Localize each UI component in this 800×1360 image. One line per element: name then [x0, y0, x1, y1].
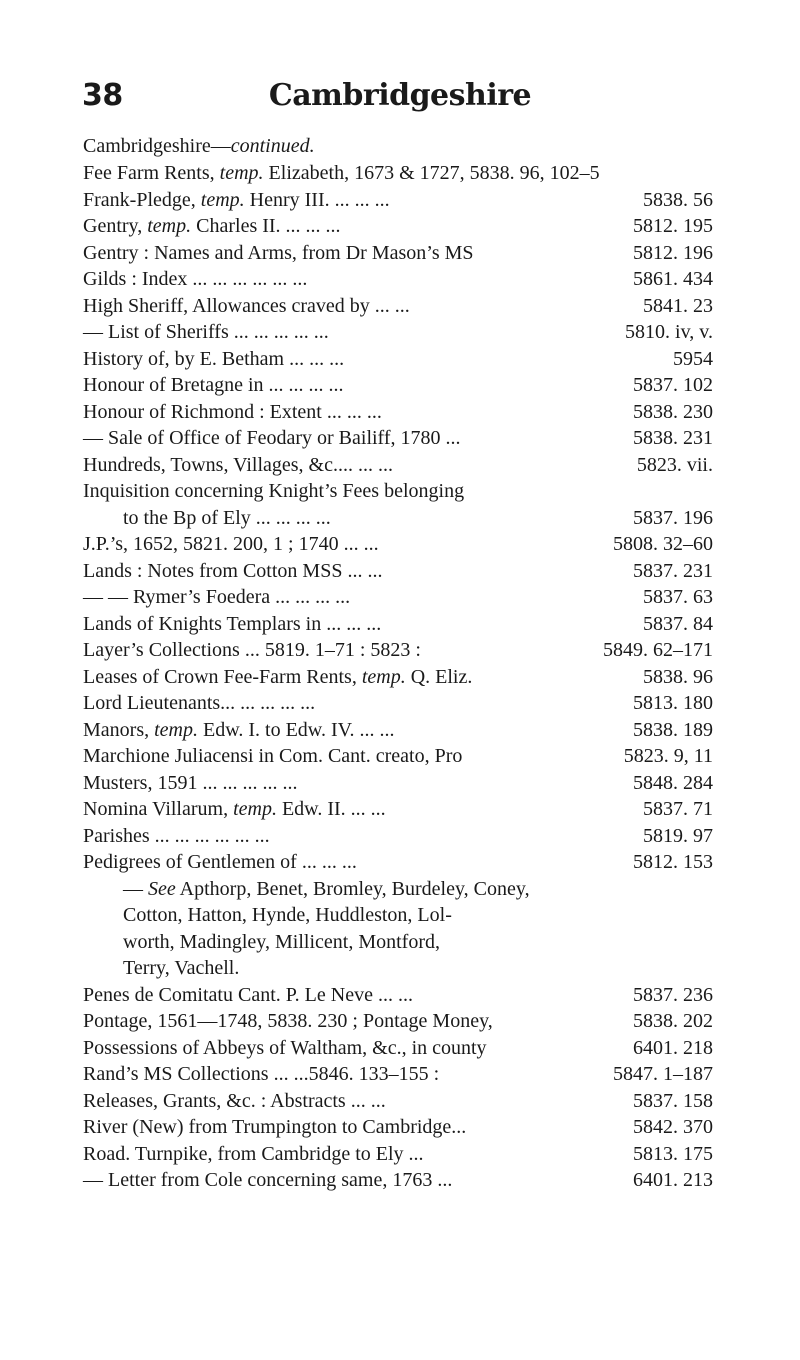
entry-text-post: Charles II. ... ... ... [191, 215, 341, 237]
index-entry [83, 1114, 713, 1141]
index-entry [83, 399, 713, 426]
entry-reference: 5808. 32–60 [613, 533, 713, 555]
entry-reference: 5838. 231 [633, 427, 713, 449]
entry-reference: 5837. 236 [633, 983, 713, 1006]
entry-text [83, 480, 464, 502]
entry-text [83, 1169, 452, 1191]
entry-text-pre: Manors, [83, 718, 155, 741]
entry-text-pre: Pedigrees of Gentlemen of ... ... ... [83, 851, 357, 873]
entry-text [83, 613, 381, 635]
entry-text [83, 851, 357, 873]
entry-text-italic: temp. [361, 665, 406, 688]
entry-text-pre: Lord Lieutenants... ... ... ... ... [83, 692, 316, 714]
entry-text [83, 268, 307, 290]
entry-text [83, 374, 344, 396]
index-entry [83, 664, 713, 691]
entry-text [83, 321, 329, 343]
entry-text-post: Elizabeth, 1673 & 1727, 5838. 96, 102–5 [263, 162, 600, 184]
entry-reference: 5838. 96 [643, 665, 713, 688]
entry-text-italic: temp. [147, 215, 192, 237]
entry-text [83, 639, 421, 661]
entry-text-italic: temp. [154, 718, 198, 741]
index-entry [83, 372, 713, 399]
entry-text [83, 586, 350, 608]
index-entry [83, 558, 713, 585]
entry-text-pre: Musters, 1591 ... ... ... ... ... [83, 771, 298, 794]
entry-text [83, 560, 382, 582]
entry-reference: 5838. 230 [633, 400, 713, 423]
entry-reference: 5847. 1–187 [613, 1063, 713, 1085]
entry-text-pre: Possessions of Abbeys of Waltham, &c., in county [83, 1036, 487, 1059]
entry-text [83, 162, 600, 184]
entry-text-post: Q. Eliz. [405, 665, 473, 688]
entry-text-italic: temp. [233, 798, 277, 820]
entry-reference: 5848. 284 [633, 771, 713, 794]
entry-text [83, 1063, 439, 1085]
index-entry [83, 1141, 713, 1168]
section-heading-text: Cambridgeshire— [83, 135, 231, 157]
entry-text [83, 666, 472, 688]
entry-text [123, 904, 452, 926]
entry-text-pre: High Sheriff, Allowances craved by ... ... [83, 294, 410, 317]
entry-reference: 6401. 218 [633, 1036, 713, 1059]
entry-text-pre: — [123, 877, 148, 900]
entry-reference: 5837. 71 [643, 798, 713, 820]
index-entry [83, 929, 713, 956]
entry-text [123, 957, 239, 979]
entry-reference: 5837. 231 [633, 559, 713, 582]
entry-reference: 5812. 196 [633, 241, 713, 264]
page-number: 38 [82, 78, 123, 113]
index-entry [83, 425, 713, 452]
entry-text [83, 1037, 487, 1059]
entry-reference: 5842. 370 [633, 1116, 713, 1138]
entry-text-pre: Honour of Bretagne in ... ... ... ... [83, 374, 344, 396]
index-entry [83, 717, 713, 744]
entry-reference: 6401. 213 [633, 1169, 713, 1191]
entry-text-pre: Fee Farm Rents, [83, 162, 220, 184]
entry-text-pre: Road. Turnpike, from Cambridge to Ely ... [83, 1142, 424, 1165]
entry-reference: 5838. 202 [633, 1010, 713, 1032]
running-title: Cambridgeshire [268, 78, 532, 113]
index-entry [83, 213, 713, 240]
entry-text-pre: Nomina Villarum, [83, 798, 234, 820]
index-entry [83, 240, 713, 267]
entry-reference: 5838. 189 [633, 718, 713, 741]
entry-text-pre: J.P.’s, 1652, 5821. 200, 1 ; 1740 ... ... [83, 533, 379, 555]
entry-reference: 5819. 97 [643, 824, 713, 847]
index-entry [83, 849, 713, 876]
index-entry [83, 1061, 713, 1088]
entry-text-pre: Lands of Knights Templars in ... ... ... [83, 612, 382, 635]
entry-text [83, 984, 413, 1006]
entry-text [123, 878, 530, 900]
index-entry [83, 770, 713, 797]
entry-reference: 5861. 434 [633, 268, 713, 290]
entry-text-italic: See [148, 877, 176, 900]
entry-text [83, 427, 461, 449]
entry-text-pre: Frank-Pledge, [83, 188, 201, 211]
entry-text-pre: Releases, Grants, &c. : Abstracts ... ... [83, 1089, 386, 1112]
index-entry [83, 876, 713, 903]
entry-text-pre: Lands : Notes from Cotton MSS ... ... [83, 559, 383, 582]
entry-text [83, 798, 386, 820]
entry-reference: 5812. 153 [633, 851, 713, 873]
entry-text-pre: Rand’s MS Collections ... ...5846. 133–155 : [83, 1063, 440, 1085]
entry-reference: 5823. 9, 11 [623, 745, 713, 767]
entry-text-pre: worth, Madingley, Millicent, Montford, [123, 930, 440, 953]
entry-text-pre: Penes de Comitatu Cant. P. Le Neve ... ... [83, 983, 413, 1006]
entry-text-italic: temp. [200, 188, 245, 211]
index-entry [83, 293, 713, 320]
index-entry [83, 266, 713, 293]
index-entry [83, 319, 713, 346]
entry-text-pre: Leases of Crown Fee-Farm Rents, [83, 665, 362, 688]
index-entry [83, 1035, 713, 1062]
entry-text-pre: Gentry : Names and Arms, from Dr Mason’s MS [83, 241, 474, 264]
index-entry [83, 823, 713, 850]
index-entry [83, 955, 713, 982]
entry-text-pre: Gentry, [83, 215, 148, 237]
index-entries [83, 160, 713, 1194]
index-entry [83, 346, 713, 373]
entry-reference: 5841. 23 [643, 294, 713, 317]
entry-text-post: Edw. I. to Edw. IV. ... ... [198, 718, 395, 741]
index-entry [83, 1008, 713, 1035]
entry-text-post: Edw. II. ... ... [276, 798, 386, 820]
index-entry [83, 584, 713, 611]
entry-text-pre: — Sale of Office of Feodary or Bailiff, 1780 ... [83, 427, 461, 449]
entry-text [83, 295, 410, 317]
index-entry [83, 637, 713, 664]
entry-text-pre: Inquisition concerning Knight’s Fees belonging [83, 480, 465, 502]
entry-text-post: Apthorp, Benet, Bromley, Burdeley, Coney, [175, 877, 530, 900]
entry-text [83, 215, 341, 237]
index-entry [83, 902, 713, 929]
entry-text-pre: River (New) from Trumpington to Cambridge... [83, 1116, 467, 1138]
entry-text [83, 1090, 386, 1112]
entry-text-pre: Honour of Richmond : Extent ... ... ... [83, 400, 382, 423]
index-entry [83, 187, 713, 214]
index-entry [83, 743, 713, 770]
entry-text [83, 348, 344, 370]
index-entry [83, 452, 713, 479]
entry-text-post: Henry III. ... ... ... [244, 188, 390, 211]
entry-text-pre: Layer’s Collections ... 5819. 1–71 : 5823 : [83, 639, 421, 661]
index-entry [83, 611, 713, 638]
entry-text [83, 692, 315, 714]
entry-text-pre: to the Bp of Ely ... ... ... ... [123, 506, 331, 529]
entry-text [83, 1143, 424, 1165]
entry-reference: 5837. 102 [633, 374, 713, 396]
entry-reference: 5838. 56 [643, 188, 713, 211]
index-entry [83, 690, 713, 717]
entry-text-pre: Marchione Juliacensi in Com. Cant. creato, Pro [83, 745, 463, 767]
entry-text-pre: Pontage, 1561—1748, 5838. 230 ; Pontage Money, [83, 1010, 493, 1032]
entry-reference: 5849. 62–171 [603, 639, 713, 661]
entry-text [123, 931, 440, 953]
entry-text-pre: — List of Sheriffs ... ... ... ... ... [83, 321, 329, 343]
entry-text-pre: — — Rymer’s Foedera ... ... ... ... [83, 586, 351, 608]
entry-text [83, 401, 382, 423]
entry-text [83, 242, 474, 264]
entry-text-pre: Cotton, Hatton, Hynde, Huddleston, Lol- [123, 904, 452, 926]
entry-text [83, 825, 270, 847]
entry-text [83, 1010, 493, 1032]
index-entry [83, 505, 713, 532]
entry-reference: 5837. 158 [633, 1089, 713, 1112]
index-entry [83, 1167, 713, 1194]
entry-text-pre: History of, by E. Betham ... ... ... [83, 347, 345, 370]
entry-text-pre: Gilds : Index ... ... ... ... ... ... [83, 268, 308, 290]
entry-text-pre: Terry, Vachell. [123, 957, 240, 979]
page-header [0, 78, 800, 128]
index-entry [83, 796, 713, 823]
entry-text-pre: — Letter from Cole concerning same, 1763 ... [83, 1169, 453, 1191]
section-heading-suffix: continued. [230, 135, 315, 157]
entry-text-pre: Hundreds, Towns, Villages, &c.... ... ... [83, 453, 393, 476]
index-entry [83, 531, 713, 558]
index-entry [83, 1088, 713, 1115]
section-heading [83, 133, 315, 159]
entry-text [83, 719, 394, 741]
entry-text [83, 745, 462, 767]
entry-reference: 5837. 196 [633, 506, 713, 529]
entry-text [83, 189, 390, 211]
entry-text [83, 1116, 466, 1138]
entry-text-pre: Parishes ... ... ... ... ... ... [83, 824, 270, 847]
index-entry [83, 160, 713, 187]
entry-text [83, 772, 297, 794]
entry-text [83, 454, 393, 476]
entry-reference: 5812. 195 [633, 215, 713, 237]
entry-text [83, 533, 379, 555]
entry-reference: 5954 [673, 347, 713, 370]
entry-reference: 5813. 180 [633, 692, 713, 714]
entry-reference: 5810. iv, v. [625, 321, 713, 343]
index-entry [83, 478, 713, 505]
entry-reference: 5837. 84 [643, 612, 713, 635]
index-entry [83, 982, 713, 1009]
entry-reference: 5813. 175 [633, 1142, 713, 1165]
entry-text-italic: temp. [219, 162, 264, 184]
entry-text [123, 507, 331, 529]
entry-reference: 5837. 63 [643, 586, 713, 608]
entry-reference: 5823. vii. [636, 453, 713, 476]
